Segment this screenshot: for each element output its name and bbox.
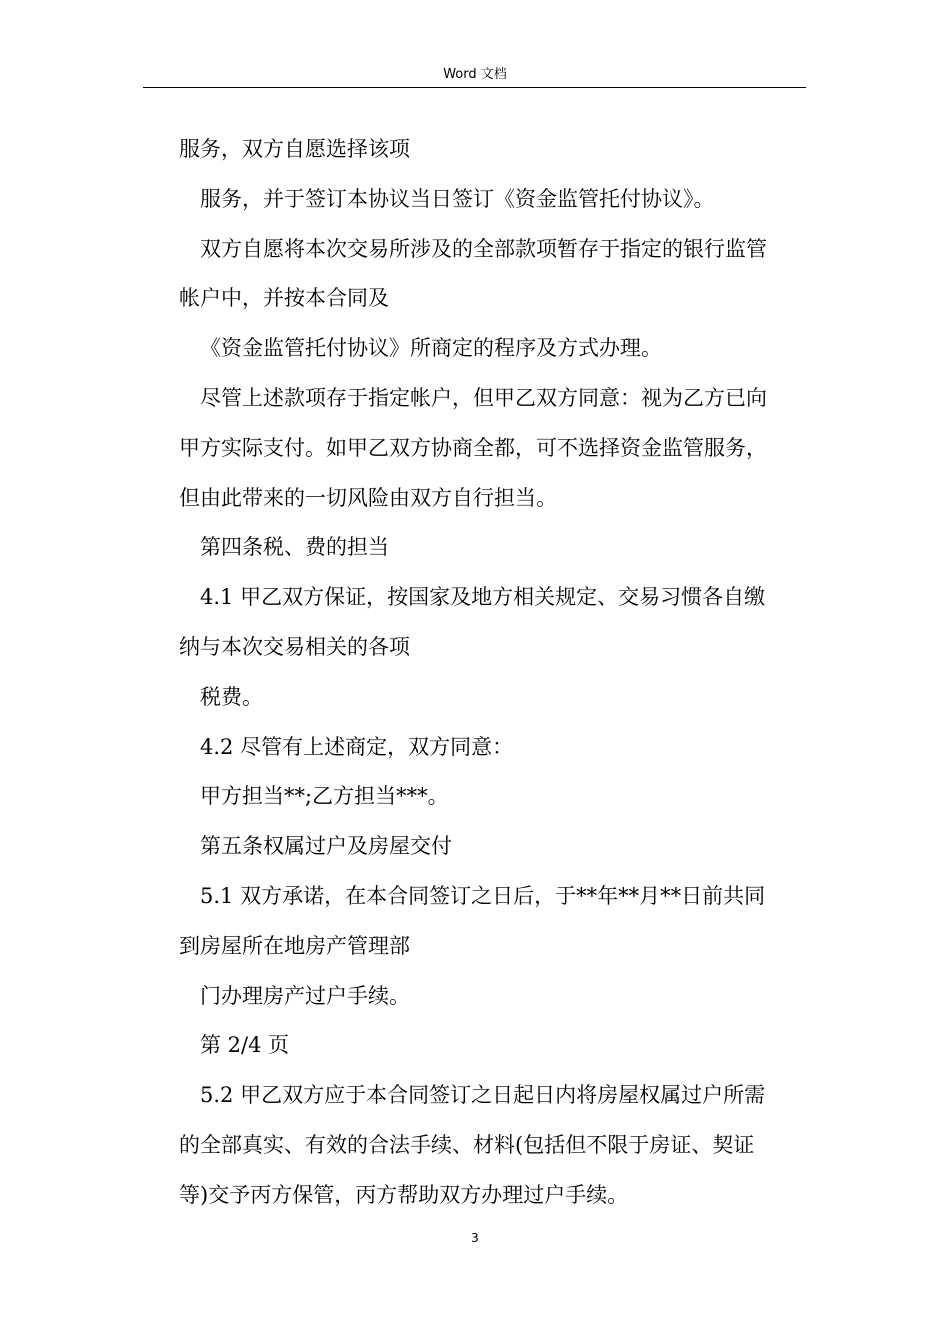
body-line: 4.2 尽管有上述商定，双方同意： [200, 734, 514, 759]
document-body [179, 125, 807, 1221]
body-line: 5.1 双方承诺，在本合同签订之日后，于**年**月**日前共同 [200, 883, 766, 908]
body-line: 服务，双方自愿选择该项 [179, 137, 410, 161]
body-line: 4.1 甲乙双方保证，按国家及地方相关规定、交易习惯各自缴 [200, 585, 766, 610]
body-line: 等)交予丙方保管，丙方帮助双方办理过户手续。 [179, 1182, 629, 1207]
body-line: 甲方担当**;乙方担当***。 [200, 784, 449, 809]
body-line: 服务，并于签订本协议当日签订《资金监管托付协议》。 [200, 186, 715, 211]
page-header: Word 文档 [443, 67, 507, 82]
body-line: 税费。 [200, 684, 263, 709]
body-line: 门办理房产过户手续。 [200, 983, 410, 1008]
body-line: 纳与本次交易相关的各项 [179, 634, 410, 659]
page-number: 3 [471, 1231, 479, 1245]
body-line: 双方自愿将本次交易所涉及的全部款项暂存于指定的银行监管 [200, 236, 767, 261]
header-rule [143, 87, 806, 88]
body-line: 但由此带来的一切风险由双方自行担当。 [179, 485, 557, 510]
body-line: 5.2 甲乙双方应于本合同签订之日起日内将房屋权属过户所需 [200, 1083, 766, 1108]
section-heading: 第四条税、费的担当 [200, 535, 389, 560]
body-line: 的全部真实、有效的合法手续、材料(包括但不限于房证、契证 [179, 1132, 755, 1157]
body-line: 帐户中，并按本合同及 [179, 286, 389, 311]
body-line: 尽管上述款项存于指定帐户，但甲乙双方同意：视为乙方已向 [200, 385, 767, 410]
body-line: 甲方实际支付。如甲乙双方协商全都，可不选择资金监管服务， [179, 435, 767, 460]
inline-page-marker: 第 2/4 页 [200, 1033, 290, 1058]
body-line: 到房屋所在地房产管理部 [179, 933, 410, 958]
body-line: 《资金监管托付协议》所商定的程序及方式办理。 [200, 336, 662, 361]
section-heading: 第五条权属过户及房屋交付 [200, 834, 452, 859]
